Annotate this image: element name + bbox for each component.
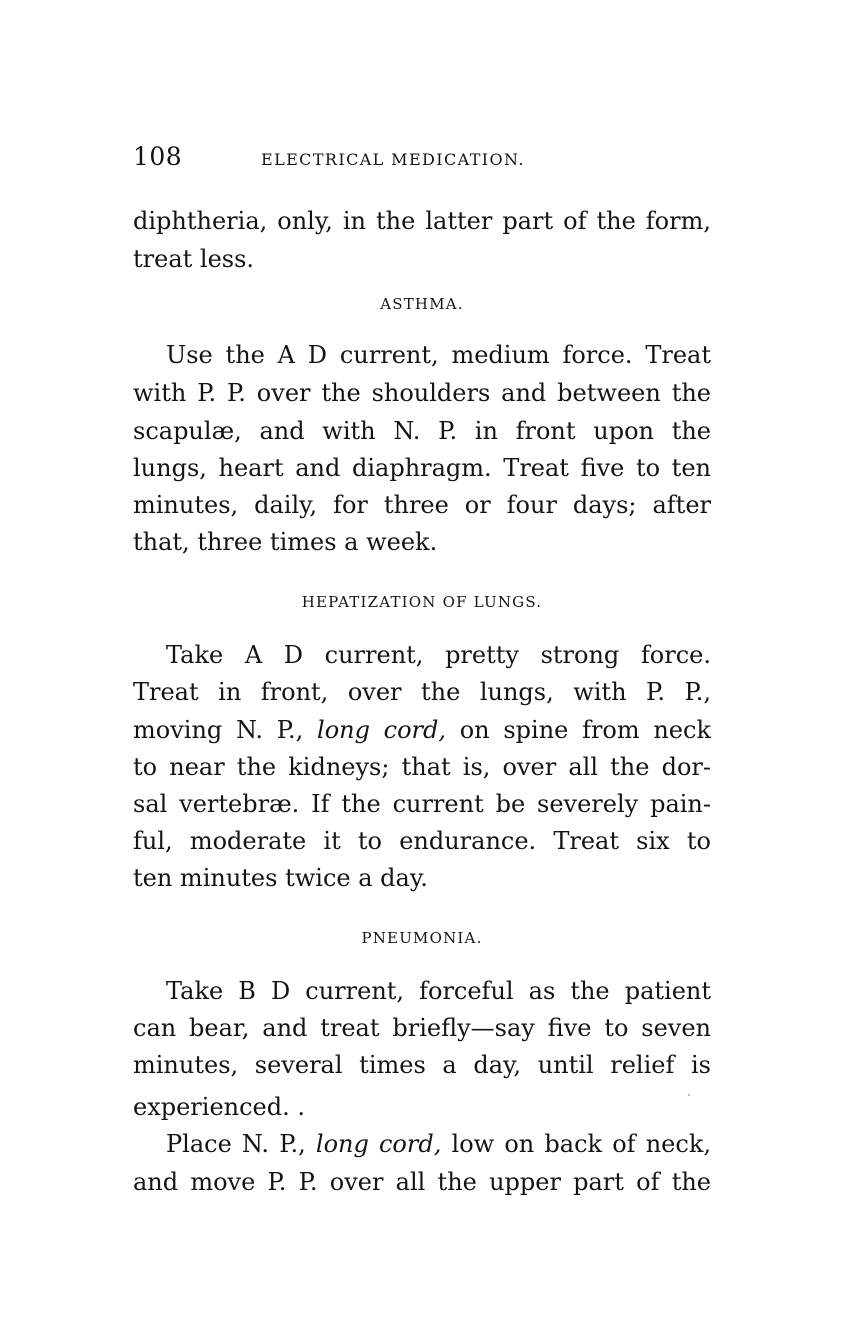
- body-line: to near the kidneys; that is, over all the dor-: [133, 753, 711, 781]
- paper-speck: [688, 1094, 690, 1096]
- body-line: experienced. .: [133, 1093, 306, 1121]
- body-line: diphtheria, only, in the latter part of the form,: [133, 207, 711, 235]
- text-run: Place N. P.,: [166, 1130, 316, 1158]
- body-line: sal vertebræ. If the current be severely pain-: [133, 790, 711, 818]
- body-line: with P. P. over the shoulders and between the: [133, 379, 711, 407]
- italic-text: long cord,: [317, 716, 447, 744]
- section-heading-pneumonia: PNEUMONIA.: [361, 929, 483, 947]
- body-line: treat less.: [133, 245, 255, 273]
- running-head: ELECTRICAL MEDICATION.: [261, 150, 525, 169]
- section-heading-hepatization: HEPATIZATION OF LUNGS.: [301, 593, 543, 611]
- body-line: Take A D current, pretty strong force.: [166, 641, 711, 669]
- body-line: [166, 1129, 711, 1159]
- text-run: on spine from neck: [446, 716, 711, 744]
- page-number: 108: [133, 142, 183, 171]
- body-line: lungs, heart and diaphragm. Treat five to ten: [133, 454, 711, 482]
- italic-text: long cord,: [315, 1130, 442, 1158]
- body-line: that, three times a week.: [133, 528, 438, 556]
- section-heading-asthma: ASTHMA.: [380, 295, 464, 313]
- body-line: scapulæ, and with N. P. in front upon the: [133, 417, 711, 445]
- body-line: and move P. P. over all the upper part of the: [133, 1168, 711, 1196]
- body-line: ful, moderate it to endurance. Treat six to: [133, 827, 711, 855]
- page-header: [133, 142, 713, 176]
- body-line: Take B D current, forceful as the patient: [166, 977, 711, 1005]
- body-line: ten minutes twice a day.: [133, 864, 428, 892]
- text-run: moving N. P.,: [133, 716, 318, 744]
- body-line: can bear, and treat briefly—say five to seven: [133, 1014, 711, 1042]
- text-run: low on back of neck,: [441, 1130, 711, 1158]
- body-line: minutes, several times a day, until relief is: [133, 1051, 711, 1079]
- body-line: Treat in front, over the lungs, with P. P.,: [133, 678, 711, 706]
- body-line: Use the A D current, medium force. Treat: [166, 341, 711, 369]
- body-line: minutes, daily, for three or four days; after: [133, 491, 711, 519]
- body-line: [133, 715, 711, 745]
